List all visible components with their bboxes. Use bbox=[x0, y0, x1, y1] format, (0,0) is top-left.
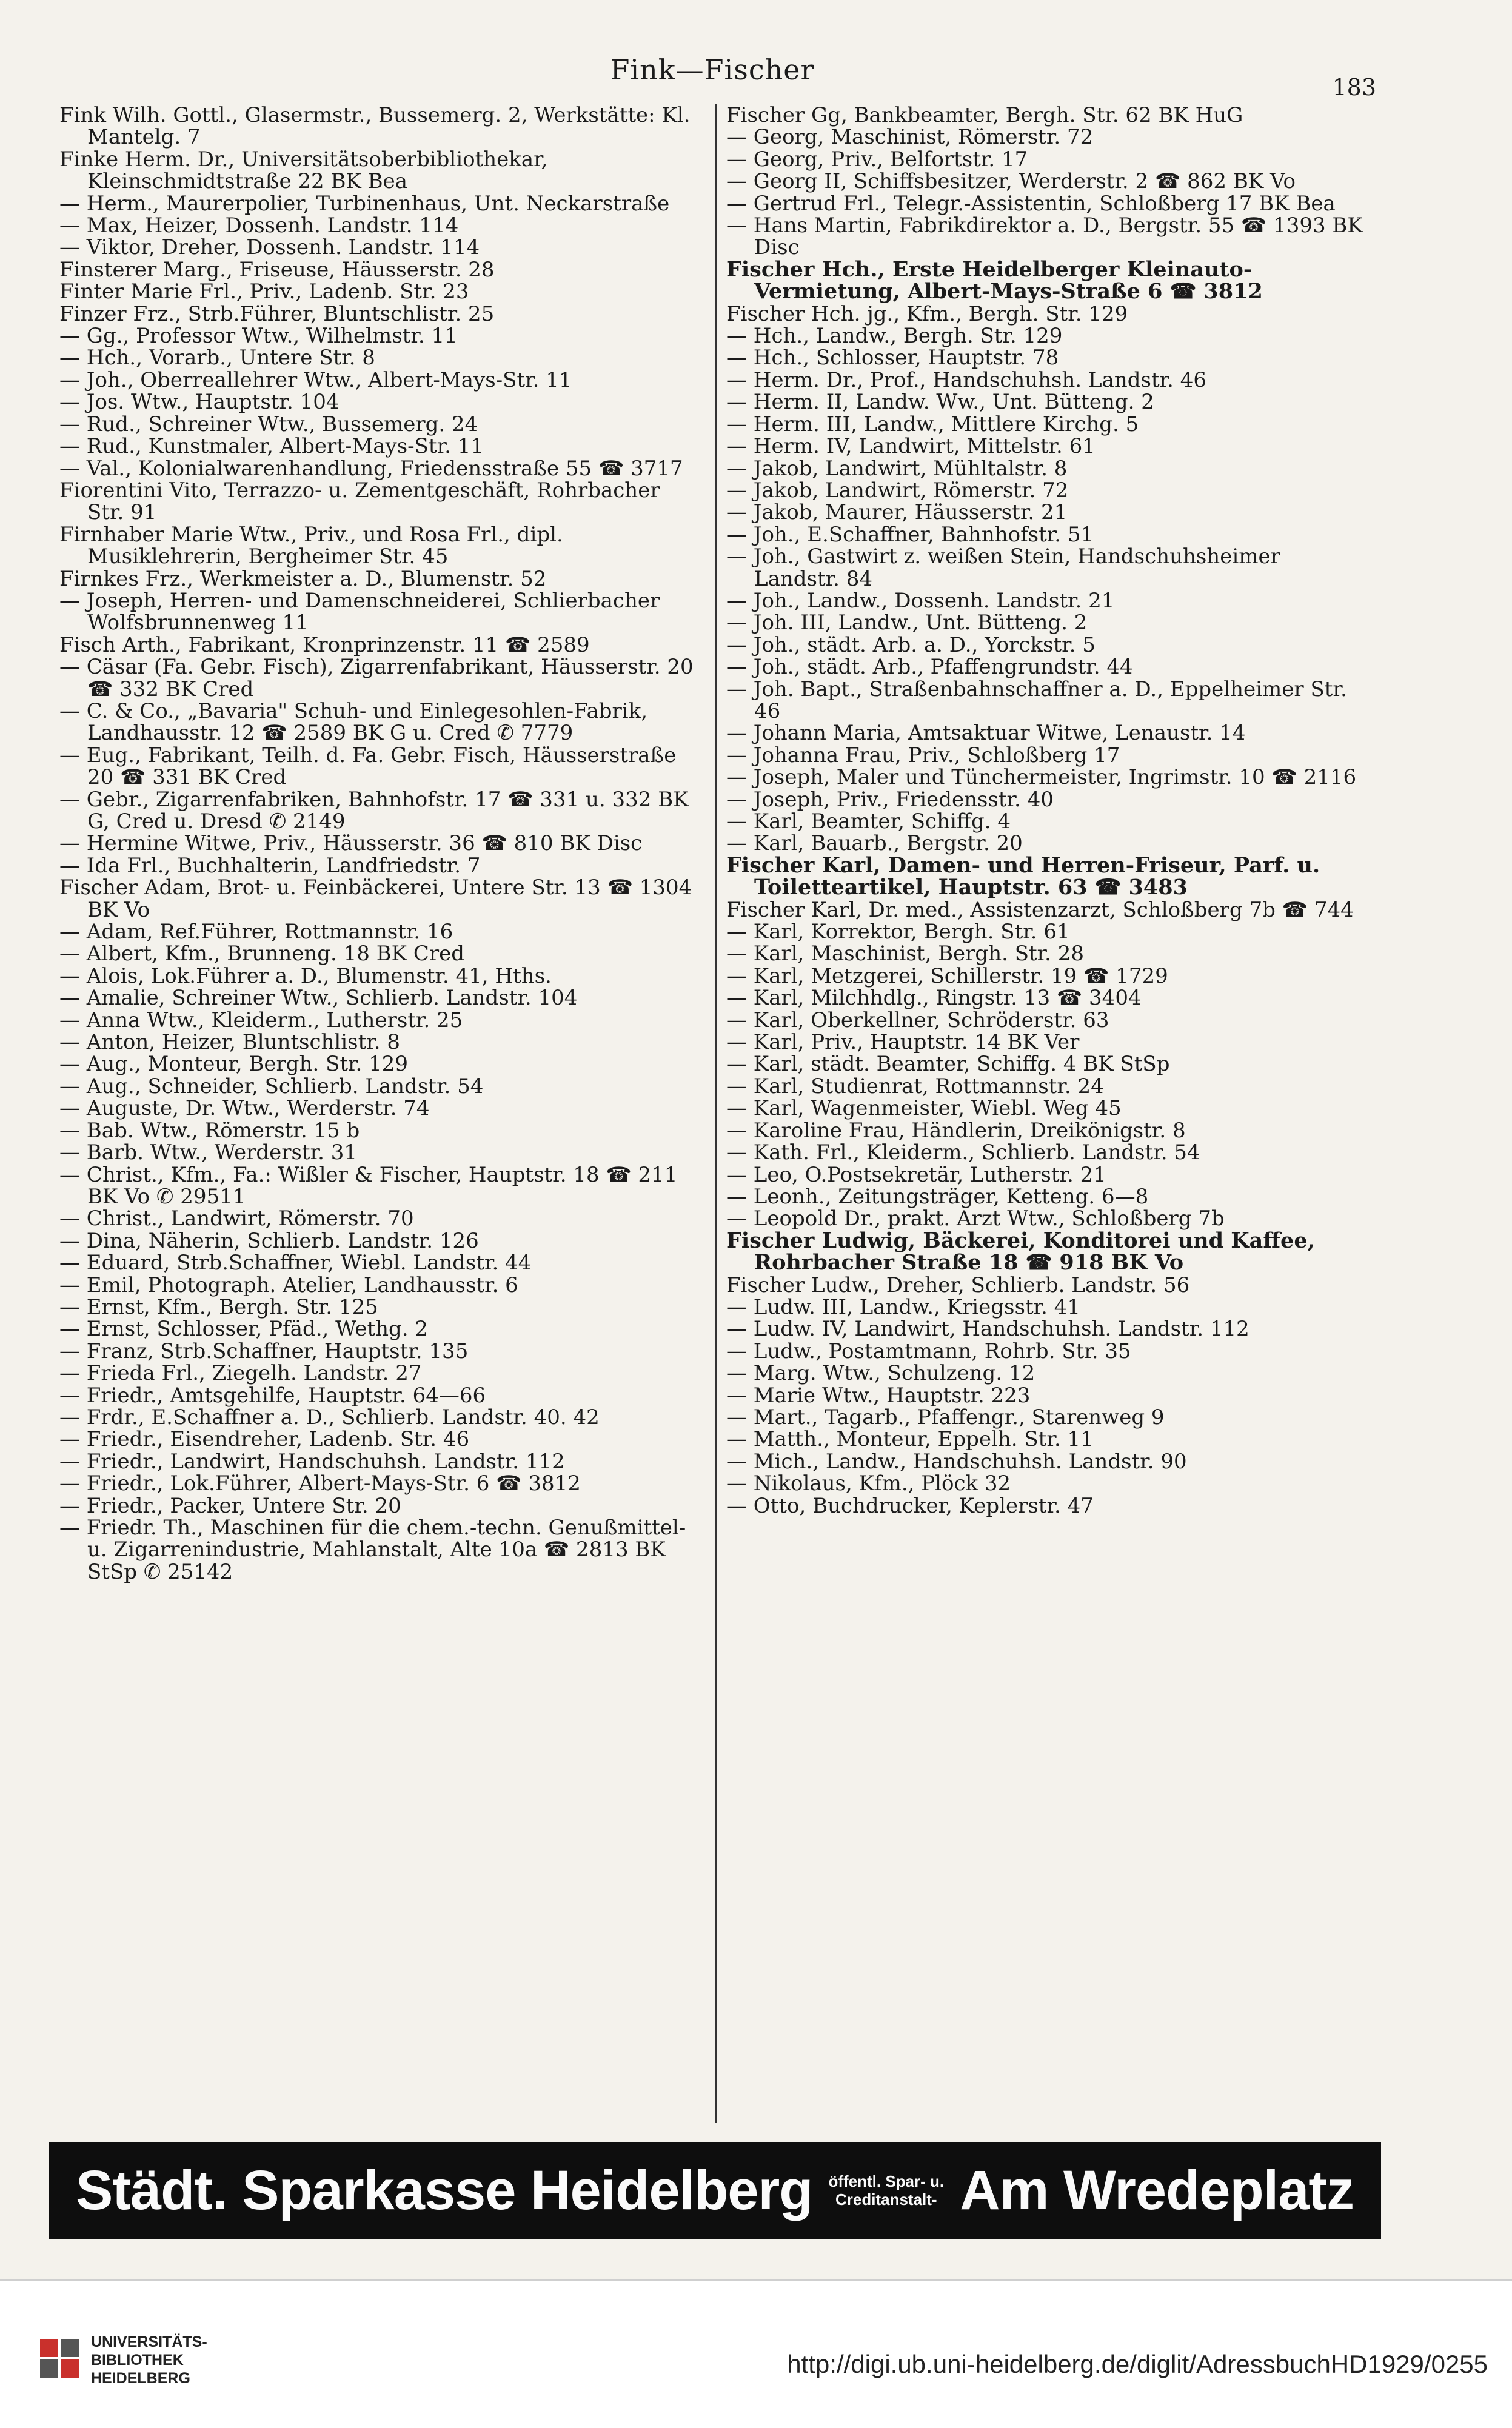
directory-entry: — Karl, städt. Beamter, Schiffg. 4 BK StSp bbox=[726, 1052, 1170, 1077]
directory-entry: — Rud., Kunstmaler, Albert-Mays-Str. 11 bbox=[59, 434, 484, 459]
directory-entry: — Hch., Vorarb., Untere Str. 8 bbox=[59, 346, 375, 370]
directory-columns bbox=[59, 104, 1369, 2126]
directory-entry: — Ernst, Schlosser, Pfäd., Wethg. 2 bbox=[59, 1317, 429, 1342]
directory-entry: Fischer Hch. jg., Kfm., Bergh. Str. 129 bbox=[726, 301, 1128, 326]
right-column bbox=[726, 104, 1369, 2126]
banner-subtitle-line1: öffentl. Spar- u. bbox=[828, 2172, 945, 2190]
directory-entry: — Friedr., Lok.Führer, Albert-Mays-Str. 6 ☎ 3812 bbox=[59, 1471, 581, 1496]
directory-entry: — Gertrud Frl., Telegr.-Assistentin, Schloßberg 17 BK Bea bbox=[726, 191, 1336, 216]
banner-location: Am Wredeplatz bbox=[960, 2159, 1354, 2221]
directory-entry: — Leopold Dr., prakt. Arzt Wtw., Schloßberg 7b bbox=[726, 1206, 1225, 1231]
directory-entry: — Friedr., Packer, Untere Str. 20 bbox=[59, 1493, 401, 1518]
directory-ad-entry: Fischer Hch., Erste Heidelberger Kleinauto-Vermietung, Albert-Mays-Straße 6 ☎ 3812 bbox=[726, 256, 1263, 304]
library-name bbox=[91, 2333, 207, 2387]
directory-entry: — Friedr., Amtsgehilfe, Hauptstr. 64—66 bbox=[59, 1383, 486, 1408]
directory-entry: — Marie Wtw., Hauptstr. 223 bbox=[726, 1383, 1031, 1408]
page-number: 183 bbox=[1332, 74, 1376, 101]
directory-entry: — Joseph, Maler und Tünchermeister, Ingrimstr. 10 ☎ 2116 bbox=[726, 765, 1357, 790]
directory-entry: — Ida Frl., Buchhalterin, Landfriedstr. 7 bbox=[59, 853, 481, 878]
directory-entry: — Friedr., Landwirt, Handschuhsh. Landstr. 112 bbox=[59, 1449, 565, 1474]
directory-entry: — Viktor, Dreher, Dossenh. Landstr. 114 bbox=[59, 235, 480, 260]
directory-entry: — Val., Kolonialwarenhandlung, Friedensstraße 55 ☎ 3717 bbox=[59, 456, 683, 481]
directory-entry: — Gg., Professor Wtw., Wilhelmstr. 11 bbox=[59, 324, 458, 349]
running-title: Fink—Fischer bbox=[610, 53, 815, 86]
directory-entry: — Johann Maria, Amtsaktuar Witwe, Lenaustr. 14 bbox=[726, 721, 1246, 746]
directory-entry: — Amalie, Schreiner Wtw., Schlierb. Landstr. 104 bbox=[59, 986, 578, 1011]
directory-entry: — Karl, Wagenmeister, Wiebl. Weg 45 bbox=[726, 1096, 1122, 1121]
directory-entry: Fiorentini Vito, Terrazzo- u. Zementgeschäft, Rohrbacher Str. 91 bbox=[59, 478, 660, 525]
directory-entry: — Hch., Landw., Bergh. Str. 129 bbox=[726, 324, 1063, 349]
directory-entry: — Max, Heizer, Dossenh. Landstr. 114 bbox=[59, 213, 459, 238]
directory-entry: — Auguste, Dr. Wtw., Werderstr. 74 bbox=[59, 1096, 430, 1121]
directory-entry: — Jakob, Landwirt, Römerstr. 72 bbox=[726, 478, 1069, 503]
library-name-line3: HEIDELBERG bbox=[91, 2370, 190, 2387]
directory-entry: Finsterer Marg., Friseuse, Häusserstr. 28 bbox=[59, 257, 495, 282]
directory-entry: — Karl, Milchhdlg., Ringstr. 13 ☎ 3404 bbox=[726, 986, 1142, 1011]
directory-entry: — Ernst, Kfm., Bergh. Str. 125 bbox=[59, 1294, 378, 1319]
directory-entry: — Ludw., Postamtmann, Rohrb. Str. 35 bbox=[726, 1339, 1131, 1363]
directory-entry: — Frdr., E.Schaffner a. D., Schlierb. Landstr. 40. 42 bbox=[59, 1405, 600, 1430]
directory-entry: — Joh., städt. Arb. a. D., Yorckstr. 5 bbox=[726, 632, 1096, 657]
directory-entry: — Anton, Heizer, Bluntschlistr. 8 bbox=[59, 1030, 401, 1055]
directory-entry: — Karl, Maschinist, Bergh. Str. 28 bbox=[726, 941, 1085, 966]
banner-subtitle-line2: Creditanstalt- bbox=[835, 2190, 937, 2209]
directory-entry: — Karl, Korrektor, Bergh. Str. 61 bbox=[726, 920, 1070, 945]
directory-entry: Fischer Adam, Brot- u. Feinbäckerei, Untere Str. 13 ☎ 1304 BK Vo bbox=[59, 875, 692, 922]
directory-entry: — Marg. Wtw., Schulzeng. 12 bbox=[726, 1361, 1035, 1386]
directory-entry: — Cäsar (Fa. Gebr. Fisch), Zigarrenfabrikant, Häusserstr. 20 ☎ 332 BK Cred bbox=[59, 655, 694, 701]
directory-entry: — Mart., Tagarb., Pfaffengr., Starenweg 9 bbox=[726, 1405, 1165, 1430]
directory-entry: — Joseph, Herren- und Damenschneiderei, Schlierbacher Wolfsbrunnenweg 11 bbox=[59, 588, 660, 635]
directory-entry: — Jos. Wtw., Hauptstr. 104 bbox=[59, 390, 340, 415]
directory-entry: — Christ., Landwirt, Römerstr. 70 bbox=[59, 1206, 414, 1231]
left-column bbox=[59, 104, 702, 2126]
directory-entry: — Hch., Schlosser, Hauptstr. 78 bbox=[726, 346, 1059, 370]
directory-entry: — Herm. Dr., Prof., Handschuhsh. Landstr. 46 bbox=[726, 367, 1207, 392]
directory-entry: Fisch Arth., Fabrikant, Kronprinzenstr. 11 ☎ 2589 bbox=[59, 632, 590, 657]
directory-entry: — Anna Wtw., Kleiderm., Lutherstr. 25 bbox=[59, 1008, 463, 1032]
directory-entry: — Franz, Strb.Schaffner, Hauptstr. 135 bbox=[59, 1339, 469, 1363]
directory-entry: — Karl, Metzgerei, Schillerstr. 19 ☎ 1729 bbox=[726, 963, 1168, 988]
directory-entry: — Ludw. III, Landw., Kriegsstr. 41 bbox=[726, 1294, 1081, 1319]
library-logo-icon bbox=[36, 2335, 82, 2384]
directory-entry: — Jakob, Maurer, Häusserstr. 21 bbox=[726, 500, 1068, 525]
advertisement-banner bbox=[49, 2142, 1381, 2239]
directory-entry: — Albert, Kfm., Brunneng. 18 BK Cred bbox=[59, 941, 465, 966]
directory-entry: — Joh., E.Schaffner, Bahnhofstr. 51 bbox=[726, 522, 1094, 547]
directory-entry: — Mich., Landw., Handschuhsh. Landstr. 90 bbox=[726, 1449, 1187, 1474]
directory-entry: — Adam, Ref.Führer, Rottmannstr. 16 bbox=[59, 920, 453, 945]
directory-entry: Fink Wilh. Gottl., Glasermstr., Bussemerg. 2, Werkstätte: Kl. Mantelg. 7 bbox=[59, 104, 691, 150]
directory-entry: — Otto, Buchdrucker, Keplerstr. 47 bbox=[726, 1493, 1094, 1518]
directory-entry: — Joh., Gastwirt z. weißen Stein, Handschuhsheimer Landstr. 84 bbox=[726, 544, 1280, 591]
directory-entry: Fischer Gg, Bankbeamter, Bergh. Str. 62 BK HuG bbox=[726, 104, 1243, 127]
directory-entry: — Leonh., Zeitungsträger, Ketteng. 6—8 bbox=[726, 1184, 1149, 1209]
directory-entry: — C. & Co., „Bavaria" Schuh- und Einlegesohlen-Fabrik, Landhausstr. 12 ☎ 2589 BK G u. Cred ✆ 7779 bbox=[59, 698, 648, 746]
directory-entry: — Kath. Frl., Kleiderm., Schlierb. Landstr. 54 bbox=[726, 1140, 1200, 1165]
directory-entry: — Herm. II, Landw. Ww., Unt. Bütteng. 2 bbox=[726, 390, 1154, 415]
directory-entry: — Eduard, Strb.Schaffner, Wiebl. Landstr. 44 bbox=[59, 1251, 532, 1276]
directory-entry: Fischer Karl, Dr. med., Assistenzarzt, Schloßberg 7b ☎ 744 bbox=[726, 897, 1354, 922]
directory-entry: — Christ., Kfm., Fa.: Wißler & Fischer, Hauptstr. 18 ☎ 211 BK Vo ✆ 29511 bbox=[59, 1162, 678, 1209]
directory-entry: — Joh., Oberreallehrer Wtw., Albert-Mays-Str. 11 bbox=[59, 367, 572, 392]
banner-bank-name: Städt. Sparkasse Heidelberg bbox=[75, 2159, 813, 2221]
directory-entry: — Aug., Schneider, Schlierb. Landstr. 54 bbox=[59, 1074, 484, 1099]
library-name-line2: BIBLIOTHEK bbox=[91, 2352, 184, 2369]
directory-entry: Finke Herm. Dr., Universitätsoberbibliothekar, Kleinschmidtstraße 22 BK Bea bbox=[59, 147, 548, 194]
directory-entry: — Karoline Frau, Händlerin, Dreikönigstr. 8 bbox=[726, 1118, 1186, 1143]
directory-entry: — Bab. Wtw., Römerstr. 15 b bbox=[59, 1118, 360, 1143]
directory-ad-entry: Fischer Ludwig, Bäckerei, Konditorei und Kaffee, Rohrbacher Straße 18 ☎ 918 BK Vo bbox=[726, 1228, 1315, 1276]
directory-entry: Fischer Ludw., Dreher, Schlierb. Landstr. 56 bbox=[726, 1273, 1190, 1297]
directory-entry: — Joh., Landw., Dossenh. Landstr. 21 bbox=[726, 588, 1115, 613]
directory-entry: — Friedr., Eisendreher, Ladenb. Str. 46 bbox=[59, 1427, 470, 1452]
page-header bbox=[67, 53, 1376, 102]
directory-entry: Firnkes Frz., Werkmeister a. D., Blumenstr. 52 bbox=[59, 566, 547, 591]
footer-divider bbox=[0, 2279, 1512, 2281]
directory-entry: — Frieda Frl., Ziegelh. Landstr. 27 bbox=[59, 1361, 422, 1386]
directory-entry: — Dina, Näherin, Schlierb. Landstr. 126 bbox=[59, 1228, 479, 1253]
directory-entry: — Joseph, Priv., Friedensstr. 40 bbox=[726, 787, 1054, 812]
directory-entry: — Jakob, Landwirt, Mühltalstr. 8 bbox=[726, 456, 1068, 481]
directory-entry: — Herm. IV, Landwirt, Mittelstr. 61 bbox=[726, 434, 1096, 459]
directory-entry: — Georg, Priv., Belfortstr. 17 bbox=[726, 147, 1028, 172]
banner-subtitle bbox=[828, 2172, 944, 2209]
directory-entry: — Alois, Lok.Führer a. D., Blumenstr. 41, Hths. bbox=[59, 963, 552, 988]
directory-entry: — Herm., Maurerpolier, Turbinenhaus, Unt. Neckarstraße bbox=[59, 191, 670, 216]
directory-entry: — Johanna Frau, Priv., Schloßberg 17 bbox=[726, 743, 1120, 768]
directory-entry: — Georg II, Schiffsbesitzer, Werderstr. 2 ☎ 862 BK Vo bbox=[726, 169, 1296, 194]
directory-entry: — Hans Martin, Fabrikdirektor a. D., Bergstr. 55 ☎ 1393 BK Disc bbox=[726, 213, 1363, 260]
directory-entry: — Joh. III, Landw., Unt. Bütteng. 2 bbox=[726, 610, 1088, 635]
directory-entry: — Ludw. IV, Landwirt, Handschuhsh. Landstr. 112 bbox=[726, 1317, 1249, 1342]
directory-entry: — Karl, Bauarb., Bergstr. 20 bbox=[726, 831, 1023, 856]
directory-entry: Firnhaber Marie Wtw., Priv., und Rosa Frl., dipl. Musiklehrerin, Bergheimer Str. 45 bbox=[59, 522, 563, 569]
column-divider bbox=[715, 104, 717, 2123]
directory-entry: — Nikolaus, Kfm., Plöck 32 bbox=[726, 1471, 1011, 1496]
directory-entry: Finter Marie Frl., Priv., Ladenb. Str. 23 bbox=[59, 279, 469, 304]
directory-entry: — Joh. Bapt., Straßenbahnschaffner a. D., Eppelheimer Str. 46 bbox=[726, 677, 1347, 723]
directory-entry: — Gebr., Zigarrenfabriken, Bahnhofstr. 17 ☎ 331 u. 332 BK G, Cred u. Dresd ✆ 2149 bbox=[59, 787, 689, 834]
directory-entry: — Karl, Studienrat, Rottmannstr. 24 bbox=[726, 1074, 1104, 1099]
directory-entry: — Georg, Maschinist, Römerstr. 72 bbox=[726, 125, 1094, 150]
directory-entry: — Friedr. Th., Maschinen für die chem.-techn. Genußmittel- u. Zigarrenindustrie, Mahlanstalt, Alte 10a ☎ 2813 BK StSp ✆ 25142 bbox=[59, 1516, 686, 1584]
directory-entry: — Herm. III, Landw., Mittlere Kirchg. 5 bbox=[726, 412, 1139, 436]
directory-entry: — Joh., städt. Arb., Pfaffengrundstr. 44 bbox=[726, 655, 1133, 680]
directory-entry: — Aug., Monteur, Bergh. Str. 129 bbox=[59, 1052, 409, 1077]
footer bbox=[0, 2279, 1512, 2428]
directory-entry: — Karl, Oberkellner, Schröderstr. 63 bbox=[726, 1008, 1109, 1032]
directory-entry: — Rud., Schreiner Wtw., Bussemerg. 24 bbox=[59, 412, 478, 436]
directory-entry: — Barb. Wtw., Werderstr. 31 bbox=[59, 1140, 357, 1165]
library-name-line1: UNIVERSITÄTS- bbox=[91, 2333, 207, 2350]
directory-entry: — Emil, Photograph. Atelier, Landhausstr. 6 bbox=[59, 1273, 518, 1297]
directory-entry: — Leo, O.Postsekretär, Lutherstr. 21 bbox=[726, 1162, 1106, 1187]
directory-entry: Finzer Frz., Strb.Führer, Bluntschlistr. 25 bbox=[59, 301, 495, 326]
directory-entry: — Hermine Witwe, Priv., Häusserstr. 36 ☎ 810 BK Disc bbox=[59, 831, 643, 856]
directory-ad-entry: Fischer Karl, Damen- und Herren-Friseur, Parf. u. Toiletteartikel, Hauptstr. 63 ☎ 3483 bbox=[726, 852, 1320, 900]
directory-entry: — Karl, Beamter, Schiffg. 4 bbox=[726, 809, 1011, 834]
directory-entry: — Eug., Fabrikant, Teilh. d. Fa. Gebr. Fisch, Häusserstraße 20 ☎ 331 BK Cred bbox=[59, 743, 677, 790]
directory-entry: — Karl, Priv., Hauptstr. 14 BK Ver bbox=[726, 1030, 1080, 1055]
directory-entry: — Matth., Monteur, Eppelh. Str. 11 bbox=[726, 1427, 1094, 1452]
source-url[interactable]: http://digi.ub.uni-heidelberg.de/diglit/AdressbuchHD1929/0255 bbox=[787, 2350, 1488, 2378]
